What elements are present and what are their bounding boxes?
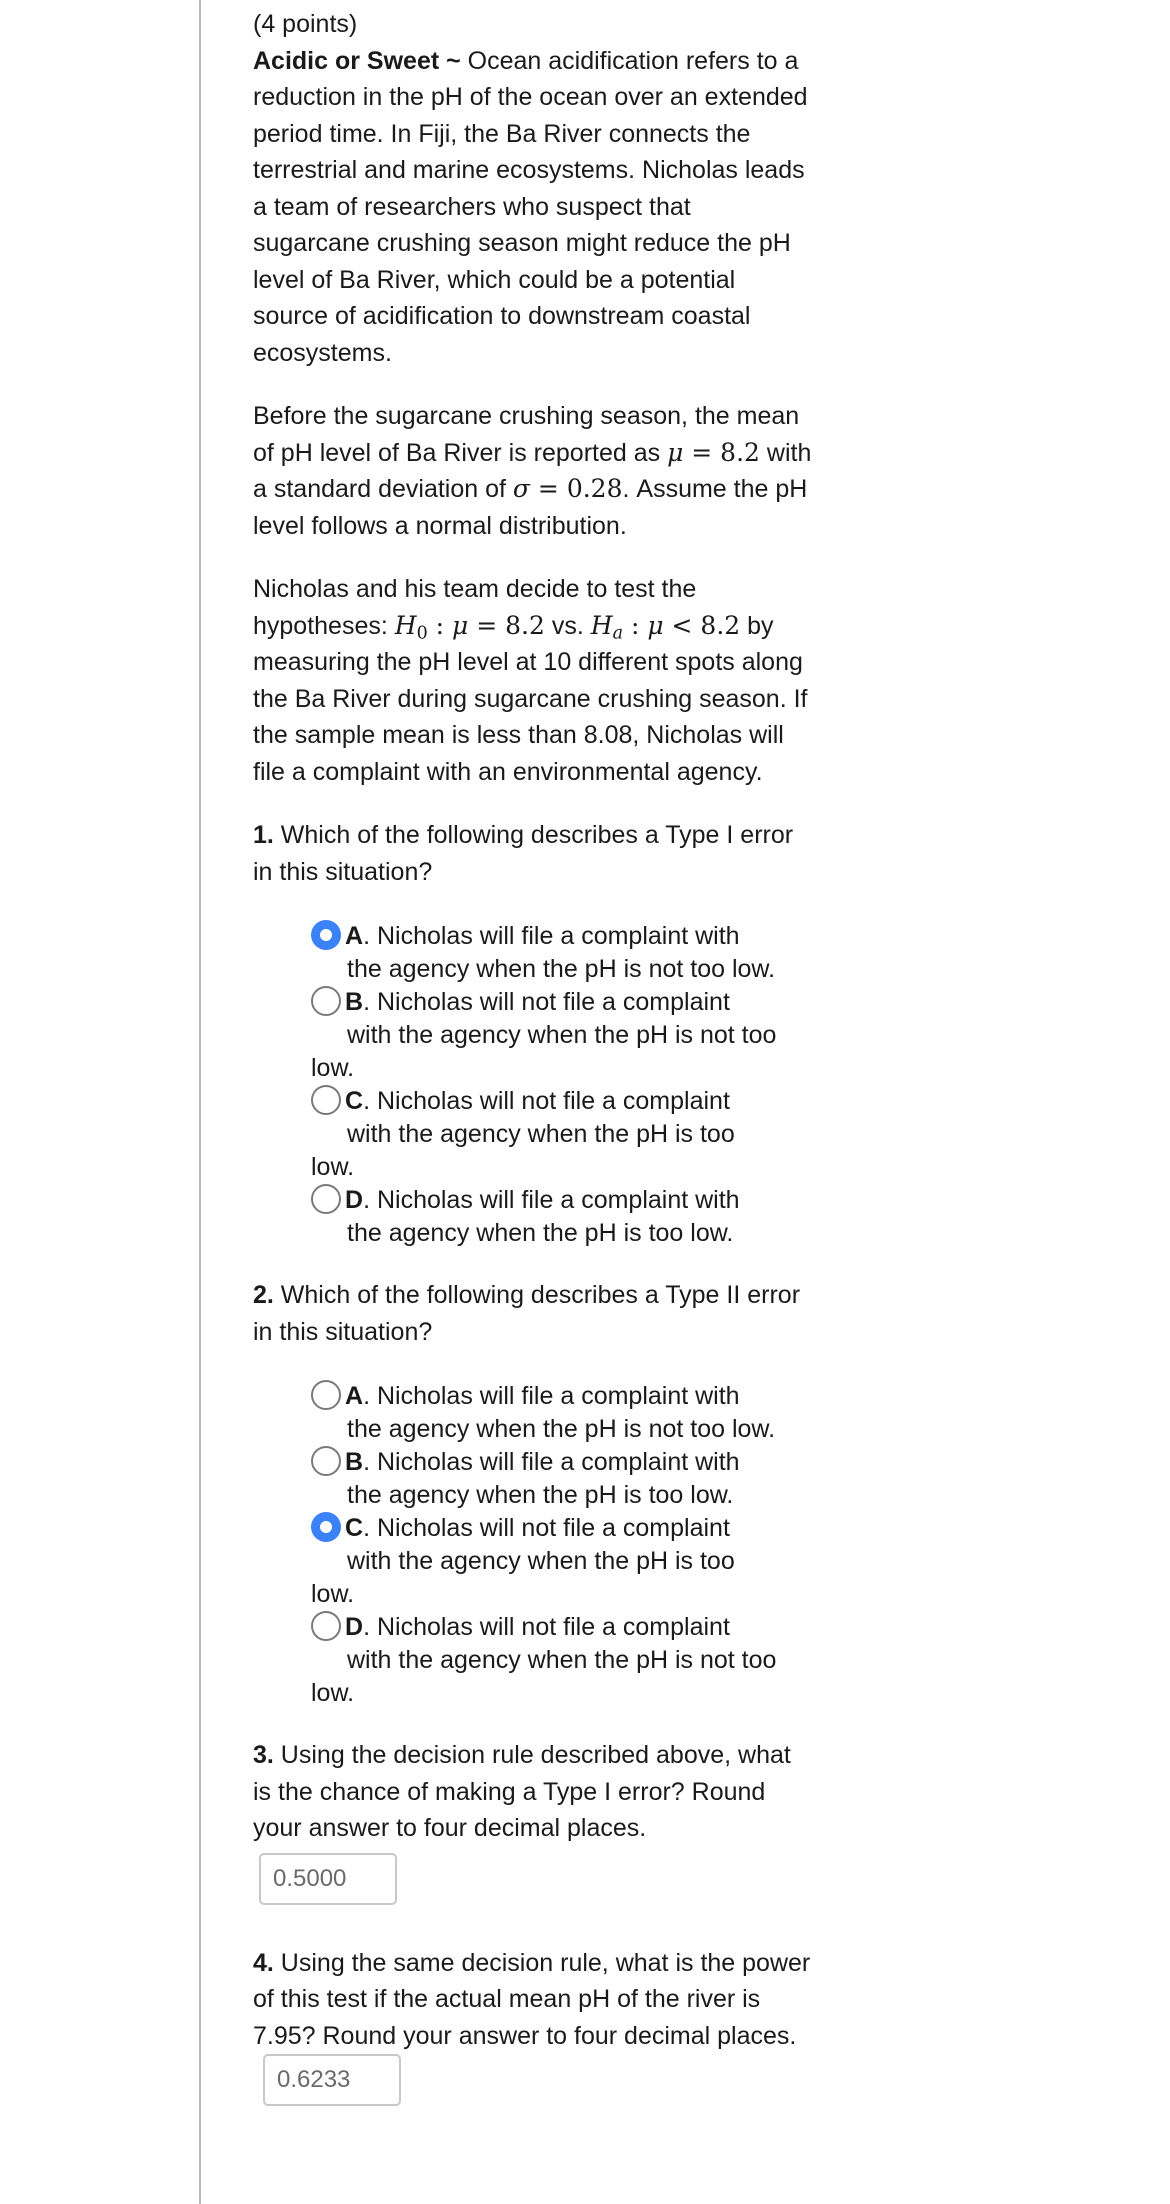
para3-text-1: Nicholas and his team decide to test the hypotheses: xyxy=(253,575,697,640)
option-text-line2: with the agency when the pH is too xyxy=(347,1547,735,1575)
option-letter: B xyxy=(345,1448,364,1476)
sigma-value: 0.28 xyxy=(566,474,623,503)
distribution-paragraph xyxy=(253,398,813,544)
mu-symbol-2: μ xyxy=(452,610,469,640)
points-label: (4 points) xyxy=(253,10,358,38)
option-text-line1: . Nicholas will file a complaint with xyxy=(363,1186,740,1214)
q2-option-b[interactable] xyxy=(311,1446,811,1512)
option-text-line1: . Nicholas will not file a complaint xyxy=(363,988,730,1016)
question-1-title xyxy=(253,817,813,890)
intro-title: Acidic or Sweet ~ xyxy=(253,46,461,75)
mu-symbol-3: μ xyxy=(647,610,664,640)
null-value: 8.2 xyxy=(505,610,545,640)
q1-option-b[interactable] xyxy=(311,986,811,1085)
q2-option-d[interactable] xyxy=(311,1611,811,1710)
left-border-rule xyxy=(199,0,201,2204)
colon-2: : xyxy=(623,610,648,640)
para2-text-3: . Assume the pH level follows a normal distribution. xyxy=(253,475,808,540)
option-text-line1: . Nicholas will file a complaint with xyxy=(363,1448,740,1476)
question-1-text: Which of the following describes a Type I error in this situation? xyxy=(253,821,794,886)
intro-paragraph xyxy=(253,43,813,372)
question-2-text: Which of the following describes a Type II error in this situation? xyxy=(253,1281,801,1346)
question-2-title xyxy=(253,1277,813,1350)
question-1-number: 1. xyxy=(253,821,274,849)
sigma-symbol: σ xyxy=(512,474,530,503)
colon-1: : xyxy=(427,610,453,640)
radio-icon[interactable] xyxy=(311,1611,341,1641)
h0-symbol: H xyxy=(394,610,417,640)
option-text-line2: with the agency when the pH is not too xyxy=(347,1646,777,1674)
question-4-number: 4. xyxy=(253,1948,274,1977)
question-1-options xyxy=(311,920,811,1250)
option-text-line2: the agency when the pH is not too low. xyxy=(347,1415,776,1443)
question-content xyxy=(253,6,813,2106)
option-text-line3: low. xyxy=(311,1054,355,1082)
radio-icon[interactable] xyxy=(311,1085,341,1115)
para3-text-2: by measuring the pH level at 10 different spots along the Ba River during sugarcane crushing season. If the sample mean is less than 8.08, Nicholas will file a complaint with an environmental agency. xyxy=(253,611,808,786)
option-letter: D xyxy=(345,1613,364,1641)
h0-subscript: 0 xyxy=(416,622,428,643)
option-text-line1: . Nicholas will file a complaint with xyxy=(363,922,740,950)
question-4-text: Using the same decision rule, what is the power of this test if the actual mean pH of the river is 7.95? Round your answer to four decimal places. xyxy=(253,1948,811,2050)
para2-text-2: with a standard deviation of xyxy=(253,438,812,503)
option-letter: D xyxy=(345,1186,364,1214)
option-text-line1: . Nicholas will not file a complaint xyxy=(363,1613,730,1641)
question-3-answer-input[interactable]: 0.5000 xyxy=(259,1853,397,1905)
intro-text: Ocean acidification refers to a reduction in the pH of the ocean over an extended period time. In Fiji, the Ba River connects the terrestrial and marine ecosystems. Nicholas leads a team of researchers who suspect that sugarcane crushing season might reduce the pH level of Ba River, which could be a potential source of acidification to downstream coastal ecosystems. xyxy=(253,46,808,367)
option-text-line2: the agency when the pH is not too low. xyxy=(347,955,776,983)
question-3-title xyxy=(253,1737,813,1847)
option-letter: C xyxy=(345,1514,364,1542)
option-letter: C xyxy=(345,1087,364,1115)
question-3-text: Using the decision rule described above, what is the chance of making a Type I error? Round your answer to four decimal places. xyxy=(253,1741,791,1842)
radio-icon[interactable] xyxy=(311,1380,341,1410)
question-4-title xyxy=(253,1945,813,2107)
para2-text-1: Before the sugarcane crushing season, the mean of pH level of Ba River is reported as xyxy=(253,402,800,467)
radio-selected-icon[interactable] xyxy=(311,920,341,950)
mu-symbol: μ xyxy=(667,437,684,467)
mu-value: 8.2 xyxy=(720,437,760,467)
question-2-number: 2. xyxy=(253,1281,274,1309)
option-letter: B xyxy=(345,988,364,1016)
question-2-options xyxy=(311,1380,811,1710)
option-text-line2: the agency when the pH is too low. xyxy=(347,1219,734,1247)
equals-sign: = xyxy=(683,437,721,467)
vs-text: vs. xyxy=(544,611,591,640)
option-text-line1: . Nicholas will file a complaint with xyxy=(363,1382,740,1410)
radio-icon[interactable] xyxy=(311,1446,341,1476)
option-letter: A xyxy=(345,922,364,950)
equals-sign-3: = xyxy=(468,610,506,640)
alt-value: 8.2 xyxy=(700,610,741,640)
ha-subscript: a xyxy=(612,622,623,643)
equals-sign-2: = xyxy=(529,474,567,503)
option-letter: A xyxy=(345,1382,364,1410)
q2-option-c[interactable] xyxy=(311,1512,811,1611)
option-text-line2: the agency when the pH is too low. xyxy=(347,1481,734,1509)
option-text-line3: low. xyxy=(311,1679,355,1707)
option-text-line2: with the agency when the pH is too xyxy=(347,1120,735,1148)
radio-icon[interactable] xyxy=(311,1184,341,1214)
hypotheses-paragraph xyxy=(253,571,813,790)
q1-option-a[interactable] xyxy=(311,920,811,986)
q1-option-c[interactable] xyxy=(311,1085,811,1184)
question-4-answer-input[interactable]: 0.6233 xyxy=(263,2054,401,2106)
option-text-line3: low. xyxy=(311,1153,355,1181)
option-text-line3: low. xyxy=(311,1580,355,1608)
radio-icon[interactable] xyxy=(311,986,341,1016)
ha-symbol: H xyxy=(590,610,613,640)
q1-option-d[interactable] xyxy=(311,1184,811,1250)
less-than-sign: < xyxy=(663,610,701,640)
option-text-line1: . Nicholas will not file a complaint xyxy=(363,1087,730,1115)
q2-option-a[interactable] xyxy=(311,1380,811,1446)
option-text-line2: with the agency when the pH is not too xyxy=(347,1021,777,1049)
option-text-line1: . Nicholas will not file a complaint xyxy=(363,1514,730,1542)
radio-selected-icon[interactable] xyxy=(311,1512,341,1542)
question-3-number: 3. xyxy=(253,1741,274,1769)
